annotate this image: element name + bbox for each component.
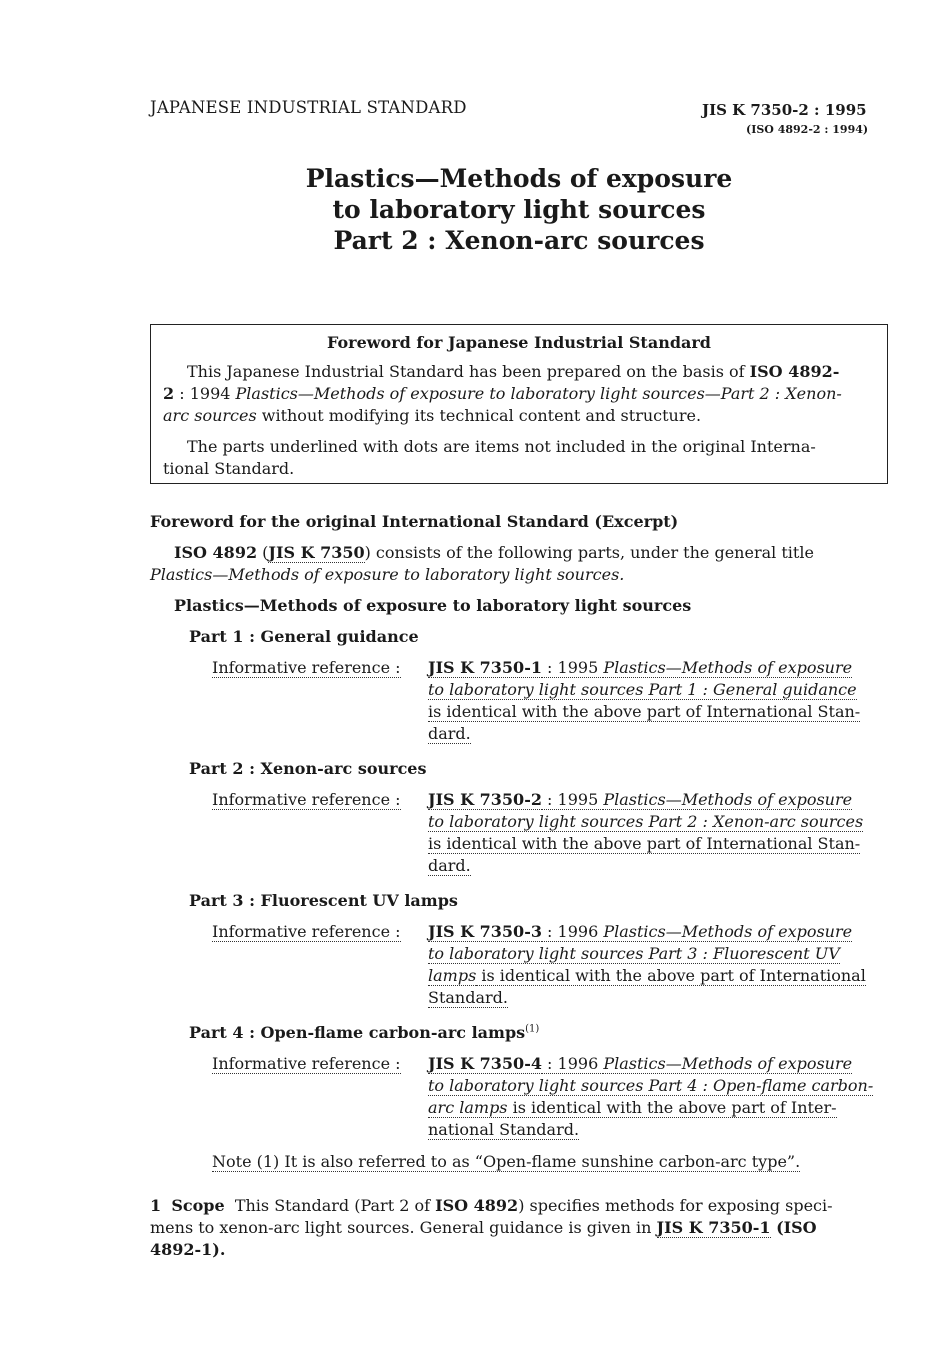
part-1-heading: Part 1 : General guidance bbox=[189, 627, 419, 646]
part-1-ref-line4: dard. bbox=[428, 724, 471, 743]
part-4-ref-line4: national Standard. bbox=[428, 1120, 580, 1139]
part-2-heading: Part 2 : Xenon-arc sources bbox=[189, 759, 427, 778]
part-3-ref-line2: to laboratory light sources Part 3 : Fluorescent UV bbox=[428, 944, 840, 963]
standard-title-cont: arc sources bbox=[163, 406, 257, 425]
ref-title: Plastics—Methods of exposure bbox=[603, 658, 853, 677]
jis-ref: JIS K 7350-2 bbox=[428, 790, 542, 809]
jis-ref: JIS K 7350-1 bbox=[428, 658, 542, 677]
part-3-ref-line3 bbox=[428, 966, 866, 985]
part-2-ref-line3: is identical with the above part of International Stan- bbox=[428, 834, 861, 853]
page-title-line-1: Plastics—Methods of exposure bbox=[305, 164, 733, 193]
part-3-heading: Part 3 : Fluorescent UV lamps bbox=[189, 891, 458, 910]
part-1-ref-line3: is identical with the above part of International Stan- bbox=[428, 702, 861, 721]
intl-foreword-heading: Foreword for the original International Standard (Excerpt) bbox=[150, 512, 679, 531]
jis-ref: JIS K 7350-4 bbox=[428, 1054, 542, 1073]
part-1-ref-line2: to laboratory light sources Part 1 : General guidance bbox=[428, 680, 857, 699]
iso-ref-cont: 2 bbox=[163, 384, 175, 403]
part-1-ref-label: Informative reference : bbox=[212, 658, 401, 677]
ref-title: Plastics—Methods of exposure bbox=[603, 790, 853, 809]
part-2-ref-label: Informative reference : bbox=[212, 790, 401, 809]
part-2-ref-line4: dard. bbox=[428, 856, 471, 875]
text: This Standard (Part 2 of bbox=[234, 1196, 436, 1215]
ref-title-cont: lamps bbox=[428, 966, 477, 985]
text: is identical with the above part of International bbox=[476, 966, 866, 985]
year: : 1996 bbox=[541, 922, 604, 941]
iso-ref: (ISO bbox=[770, 1218, 817, 1237]
jis-foreword-p2-line2: tional Standard. bbox=[163, 459, 295, 478]
year: : 1996 bbox=[541, 1054, 604, 1073]
jis-foreword-heading: Foreword for Japanese Industrial Standard bbox=[327, 333, 711, 352]
scope-line1 bbox=[150, 1196, 833, 1215]
part-3-ref-line4: Standard. bbox=[428, 988, 508, 1007]
jis-foreword-p1-line3 bbox=[163, 406, 701, 425]
part-2-ref-line1 bbox=[428, 790, 852, 809]
ref-title: Plastics—Methods of exposure bbox=[603, 922, 853, 941]
section-number: 1 bbox=[150, 1196, 162, 1215]
part-2-ref-line2: to laboratory light sources Part 2 : Xenon-arc sources bbox=[428, 812, 864, 831]
jis-ref: JIS K 7350-1 bbox=[656, 1218, 771, 1237]
jis-ref: JIS K 7350 bbox=[268, 543, 365, 562]
jis-foreword-p2-line1: The parts underlined with dots are items not included in the original Interna- bbox=[187, 437, 816, 456]
text: This Japanese Industrial Standard has been prepared on the basis of bbox=[187, 362, 750, 381]
page-title-line-3: Part 2 : Xenon-arc sources bbox=[333, 226, 705, 255]
part-4-ref-line1 bbox=[428, 1054, 852, 1073]
footnote: Note (1) It is also referred to as “Open-flame sunshine carbon-arc type”. bbox=[212, 1152, 801, 1171]
heading-text: Part 4 : Open-flame carbon-arc lamps bbox=[189, 1023, 526, 1042]
ref-title-cont: arc lamps bbox=[428, 1098, 508, 1117]
part-4-ref-line3 bbox=[428, 1098, 837, 1117]
text: without modifying its technical content and structure. bbox=[256, 406, 702, 425]
general-title: Plastics—Methods of exposure to laboratory light sources bbox=[174, 596, 692, 615]
iso-equivalent: (ISO 4892-2 : 1994) bbox=[746, 123, 869, 136]
document-category: JAPANESE INDUSTRIAL STANDARD bbox=[150, 98, 467, 117]
ref-title: Plastics—Methods of exposure bbox=[603, 1054, 853, 1073]
text: ) specifies methods for exposing speci- bbox=[518, 1196, 833, 1215]
scope-line3: 4892-1). bbox=[150, 1240, 226, 1259]
part-1-ref-line1 bbox=[428, 658, 852, 677]
text: ( bbox=[257, 543, 269, 562]
section-title: Scope bbox=[171, 1196, 225, 1215]
intl-foreword-line1 bbox=[174, 543, 814, 562]
part-3-ref-label: Informative reference : bbox=[212, 922, 401, 941]
text: ) consists of the following parts, under the general title bbox=[364, 543, 814, 562]
part-3-ref-line1 bbox=[428, 922, 852, 941]
iso-ref: ISO 4892- bbox=[749, 362, 840, 381]
jis-ref: JIS K 7350-3 bbox=[428, 922, 542, 941]
jis-foreword-p1-line2 bbox=[163, 384, 842, 403]
intl-foreword-line2: Plastics—Methods of exposure to laboratory light sources. bbox=[150, 565, 625, 584]
standard-title: Plastics—Methods of exposure to laboratory light sources—Part 2 : Xenon- bbox=[235, 384, 842, 403]
part-4-ref-line2: to laboratory light sources Part 4 : Open-flame carbon- bbox=[428, 1076, 874, 1095]
year: : 1994 bbox=[174, 384, 236, 403]
year: : 1995 bbox=[541, 790, 604, 809]
part-4-heading bbox=[189, 1023, 539, 1042]
text: is identical with the above part of Inter- bbox=[507, 1098, 837, 1117]
jis-foreword-p1-line1 bbox=[187, 362, 839, 381]
year: : 1995 bbox=[541, 658, 604, 677]
page-title-line-2: to laboratory light sources bbox=[332, 195, 706, 224]
scope-line2 bbox=[150, 1218, 817, 1237]
standard-number: JIS K 7350-2 : 1995 bbox=[702, 101, 867, 119]
iso-ref: ISO 4892 bbox=[174, 543, 258, 562]
text: mens to xenon-arc light sources. General guidance is given in bbox=[150, 1218, 657, 1237]
part-4-ref-label: Informative reference : bbox=[212, 1054, 401, 1073]
iso-ref: ISO 4892 bbox=[435, 1196, 519, 1215]
footnote-mark: (1) bbox=[525, 1023, 540, 1035]
